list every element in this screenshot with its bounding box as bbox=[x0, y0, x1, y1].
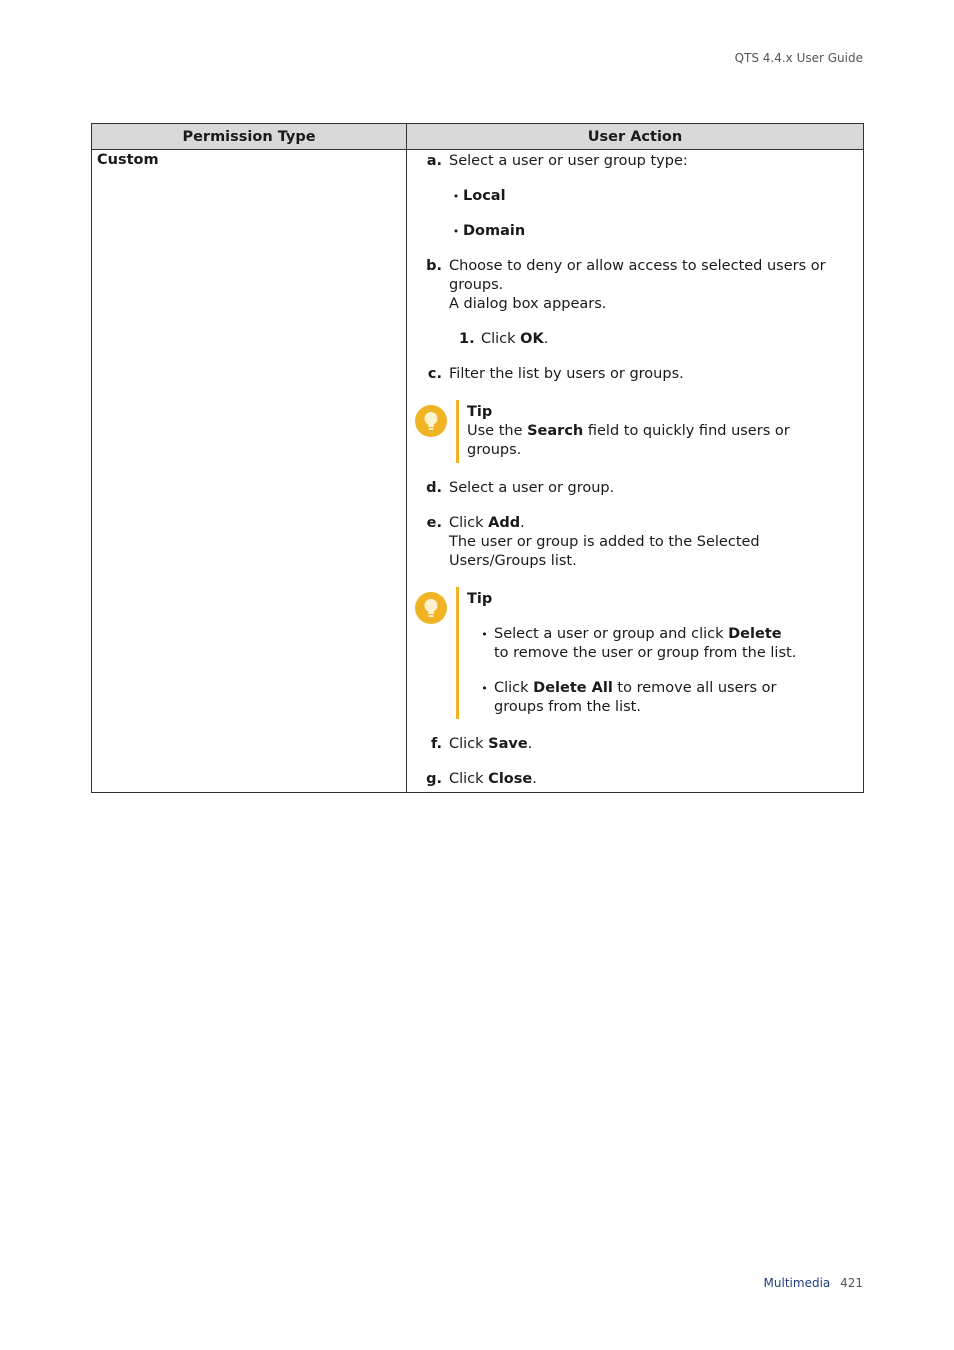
option-local: Local bbox=[463, 188, 506, 204]
step-f: f. Click Save. bbox=[415, 735, 855, 754]
step-label: b. bbox=[426, 258, 442, 274]
delete-all-label: Delete All bbox=[533, 680, 613, 696]
column-header-user-action: User Action bbox=[407, 124, 864, 150]
substep-text: Click bbox=[481, 331, 521, 347]
add-label: Add bbox=[488, 515, 521, 531]
step-text: Select a user or user group type: bbox=[449, 153, 688, 169]
save-label: Save bbox=[488, 736, 528, 752]
lightbulb-icon bbox=[415, 405, 447, 437]
table-header-row bbox=[92, 124, 864, 150]
step-label: c. bbox=[427, 366, 442, 382]
page-number: 421 bbox=[840, 1276, 863, 1290]
tip-box-delete bbox=[415, 587, 855, 719]
option-domain: Domain bbox=[463, 223, 526, 239]
close-label: Close bbox=[488, 771, 533, 787]
bullet-icon: • bbox=[481, 628, 488, 641]
step-text: Filter the list by users or groups. bbox=[449, 366, 684, 382]
step-c bbox=[415, 365, 855, 384]
step-label: g. bbox=[426, 771, 442, 787]
step-g: g. Click Close. bbox=[415, 770, 855, 789]
step-label: d. bbox=[426, 480, 442, 496]
step-text: Select a user or group. bbox=[449, 480, 615, 496]
bullet-icon: • bbox=[452, 190, 460, 203]
ok-label: OK bbox=[520, 331, 544, 347]
tip-title: Tip bbox=[467, 591, 493, 607]
bullet-icon: • bbox=[481, 682, 488, 695]
delete-label: Delete bbox=[728, 626, 782, 642]
substep-1 bbox=[459, 330, 855, 349]
header-guide-title: QTS 4.4.x User Guide bbox=[734, 51, 863, 65]
substep-number: 1. bbox=[459, 331, 475, 347]
step-label: e. bbox=[426, 515, 442, 531]
column-header-permission-type: Permission Type bbox=[92, 124, 407, 150]
step-text: Choose to deny or allow access to selected users or groups. bbox=[449, 258, 826, 293]
list-item bbox=[449, 222, 855, 241]
step-note: The user or group is added to the Selected Users/Groups list. bbox=[449, 534, 760, 569]
tip-text: Use the Search field to quickly find users or groups. bbox=[467, 423, 790, 458]
user-action-cell bbox=[407, 150, 864, 793]
step-text: Click Add. bbox=[449, 515, 525, 531]
tip-box-search bbox=[415, 400, 855, 463]
footer-section: Multimedia bbox=[763, 1276, 831, 1290]
list-item bbox=[449, 187, 855, 206]
permission-type-cell: Custom bbox=[92, 150, 407, 793]
step-note: A dialog box appears. bbox=[449, 296, 607, 312]
lightbulb-icon bbox=[415, 592, 447, 624]
step-d bbox=[415, 479, 855, 498]
list-item: • Click Delete All to remove all users or groups from the list. bbox=[475, 679, 797, 717]
step-label: f. bbox=[430, 736, 442, 752]
page-footer bbox=[764, 1276, 863, 1290]
tip-list bbox=[467, 625, 797, 717]
step-a bbox=[415, 152, 855, 241]
substep-punct: . bbox=[543, 331, 549, 347]
step-label: a. bbox=[426, 153, 442, 169]
tip-title: Tip bbox=[467, 404, 493, 420]
step-e bbox=[415, 514, 855, 571]
list-item: • Select a user or group and click Delete to remove the user or group from the list. bbox=[475, 625, 797, 663]
permission-table bbox=[91, 123, 864, 793]
bullet-icon: • bbox=[452, 225, 460, 238]
step-b bbox=[415, 257, 855, 349]
user-type-list bbox=[449, 187, 855, 241]
table-row bbox=[92, 150, 864, 793]
search-label: Search bbox=[527, 423, 584, 439]
